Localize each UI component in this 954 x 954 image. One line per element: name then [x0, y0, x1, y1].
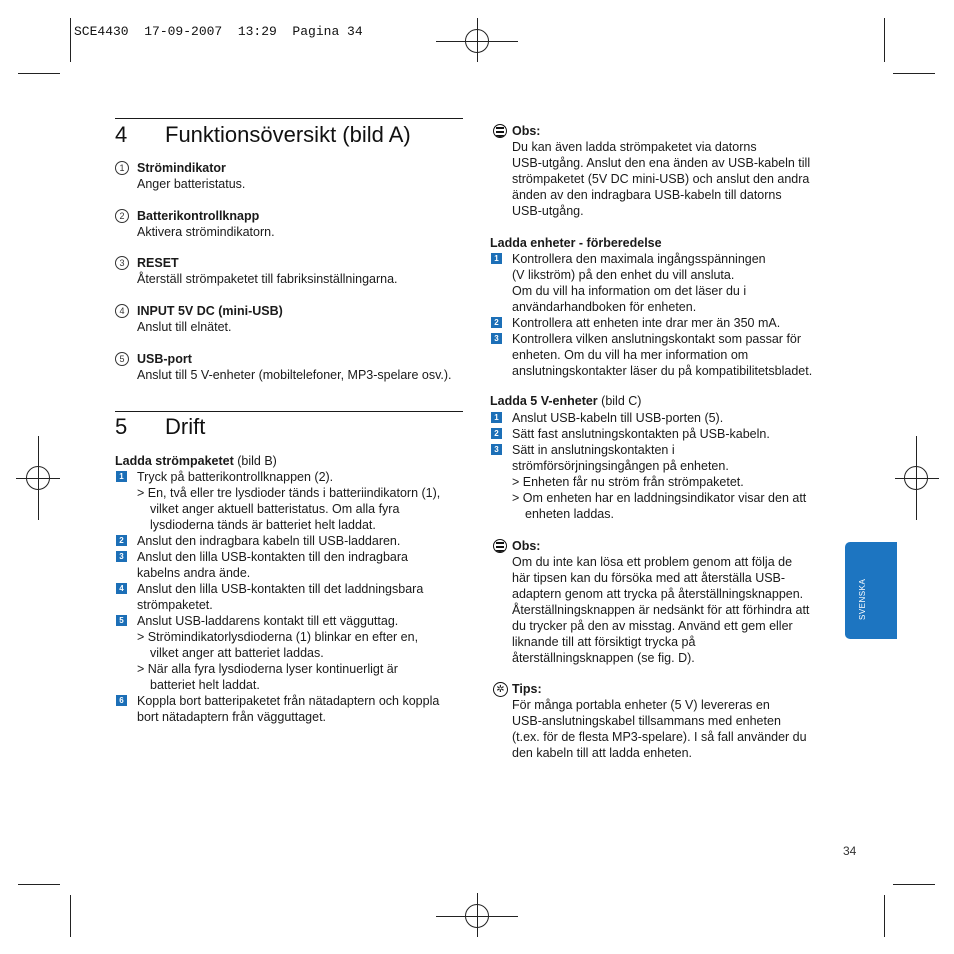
step-result: > En, två eller tre lysdioder tänds i batteriindikatorn (1),: [137, 486, 441, 500]
feature-desc: Anslut till 5 V-enheter (mobiltelefoner, MP3-spelare osv.).: [137, 368, 452, 382]
language-tab-label: SVENSKA: [858, 578, 867, 620]
section-heading: [115, 414, 205, 440]
step-number: 1: [116, 471, 127, 482]
step-result: vilket anger att batteriet laddas.: [150, 646, 324, 660]
note-text: du trycker på den av misstag. Använd ett gem eller: [512, 619, 793, 633]
subsection-heading: [490, 393, 641, 409]
feature-label: Batterikontrollknapp: [137, 209, 260, 223]
step-text: strömförsörjningsingången på enheten.: [512, 459, 729, 473]
step-result: batteriet helt laddat.: [150, 678, 260, 692]
step-number: 2: [491, 428, 502, 439]
step-text: Anslut den lilla USB-kontakten till den indragbara: [137, 550, 408, 564]
step-result: > Enheten får nu ström från strömpaketet.: [512, 475, 744, 489]
feature-desc: Återställ strömpaketet till fabriksinställningarna.: [137, 272, 398, 286]
step-text: Anslut den indragbara kabeln till USB-laddaren.: [137, 534, 401, 548]
section-title: Drift: [165, 414, 206, 439]
subsection-heading-rest: (bild C): [597, 394, 642, 408]
step-result: vilket anger aktuell batteristatus. Om alla fyra: [150, 502, 400, 516]
callout-number: 5: [115, 352, 129, 366]
feature-label: INPUT 5V DC (mini-USB): [137, 304, 283, 318]
step-text: Sätt in anslutningskontakten i: [512, 443, 675, 457]
step-text: bort nätadaptern från vägguttaget.: [137, 710, 327, 724]
step-number: 1: [491, 253, 502, 264]
note-text: änden av den indragbara USB-kabeln till datorns: [512, 188, 782, 202]
step-number: 1: [491, 412, 502, 423]
step-result: > Om enheten har en laddningsindikator visar den att: [512, 491, 807, 505]
step-text: Anslut den lilla USB-kontakten till det laddningsbara: [137, 582, 424, 596]
feature-label: RESET: [137, 256, 179, 270]
tips-text: den kabeln till att ladda enheten.: [512, 746, 692, 760]
feature-desc: Anslut till elnätet.: [137, 320, 232, 334]
crop-mark: [70, 18, 71, 62]
step-text: Kontrollera den maximala ingångsspänningen: [512, 252, 766, 266]
crop-mark: [70, 895, 71, 937]
step-text: Tryck på batterikontrollknappen (2).: [137, 470, 334, 484]
crop-mark: [884, 18, 885, 62]
note-text: adaptern genom att trycka på återställningsknappen.: [512, 587, 804, 601]
crop-mark: [893, 73, 935, 74]
step-number: 4: [116, 583, 127, 594]
step-result: > Strömindikatorlysdioderna (1) blinkar en efter en,: [137, 630, 419, 644]
registration-mark: [477, 18, 478, 62]
feature-desc: Anger batteristatus.: [137, 177, 246, 191]
crop-mark: [18, 884, 60, 885]
feature-label: Strömindikator: [137, 161, 226, 175]
step-text: Kontrollera att enheten inte drar mer än 350 mA.: [512, 316, 781, 330]
note-text: Återställningsknappen är nedsänkt för att förhindra att: [512, 603, 810, 617]
language-tab: [845, 542, 897, 639]
section-number: 5: [115, 414, 128, 439]
step-number: 6: [116, 695, 127, 706]
callout-number: 4: [115, 304, 129, 318]
tip-icon: ✲: [493, 682, 508, 697]
step-text: Koppla bort batteripaketet från nätadaptern och koppla: [137, 694, 440, 708]
callout-number: 3: [115, 256, 129, 270]
step-text: användarhandboken för enheten.: [512, 300, 697, 314]
step-number: 3: [491, 444, 502, 455]
tips-text: (t.ex. för de flesta MP3-spelare). I så fall använder du: [512, 730, 807, 744]
section-rule: [115, 118, 463, 119]
crop-mark: [893, 884, 935, 885]
note-icon: [493, 539, 507, 553]
note-text: USB-utgång.: [512, 204, 584, 218]
step-text: kabelns andra ände.: [137, 566, 251, 580]
tips-text: USB-anslutningskabel tillsammans med enheten: [512, 714, 781, 728]
step-number: 2: [116, 535, 127, 546]
step-text: Anslut USB-laddarens kontakt till ett vägguttag.: [137, 614, 399, 628]
subsection-heading-rest: (bild B): [233, 454, 277, 468]
section-heading: [115, 122, 411, 148]
step-text: Sätt fast anslutningskontakten på USB-kabeln.: [512, 427, 770, 441]
subsection-heading: [115, 453, 277, 469]
registration-mark: [916, 436, 917, 520]
note-text: USB-utgång. Anslut den ena änden av USB-kabeln till: [512, 156, 811, 170]
step-number: 3: [491, 333, 502, 344]
step-result: enheten laddas.: [525, 507, 614, 521]
step-number: 2: [491, 317, 502, 328]
note-text: Du kan även ladda strömpaketet via datorns: [512, 140, 757, 154]
note-icon: [493, 124, 507, 138]
step-text: Anslut USB-kabeln till USB-porten (5).: [512, 411, 724, 425]
section-number: 4: [115, 122, 128, 147]
feature-desc: Aktivera strömindikatorn.: [137, 225, 275, 239]
print-slug: SCE4430 17-09-2007 13:29 Pagina 34: [74, 24, 363, 39]
subsection-heading-bold: Ladda 5 V-enheter: [490, 394, 598, 408]
section-title: Funktionsöversikt (bild A): [165, 122, 411, 147]
note-text: strömpaketet (5V DC mini-USB) och anslut den andra: [512, 172, 810, 186]
note-text: liknande till att försiktigt trycka på: [512, 635, 696, 649]
section-rule: [115, 411, 463, 412]
feature-label: USB-port: [137, 352, 192, 366]
step-number: 3: [116, 551, 127, 562]
step-result: > När alla fyra lysdioderna lyser kontinuerligt är: [137, 662, 398, 676]
callout-number: 2: [115, 209, 129, 223]
note-label: Obs:: [512, 124, 541, 138]
note-text: här tipsen kan du försöka med att återställa USB-: [512, 571, 786, 585]
tips-label: Tips:: [512, 682, 542, 696]
step-result: lysdioderna tänds är batteriet helt laddat.: [150, 518, 376, 532]
callout-number: 1: [115, 161, 129, 175]
note-label: Obs:: [512, 539, 541, 553]
step-text: strömpaketet.: [137, 598, 213, 612]
step-text: anslutningskontakter läser du på kompatibilitetsbladet.: [512, 364, 813, 378]
step-text: enheten. Om du vill ha mer information om: [512, 348, 749, 362]
step-text: Kontrollera vilken anslutningskontakt som passar för: [512, 332, 802, 346]
note-text: Om du inte kan lösa ett problem genom att följa de: [512, 555, 793, 569]
step-text: (V likström) på den enhet du vill ansluta.: [512, 268, 735, 282]
tips-text: För många portabla enheter (5 V) levereras en: [512, 698, 770, 712]
page-number: 34: [843, 844, 857, 858]
crop-mark: [18, 73, 60, 74]
step-number: 5: [116, 615, 127, 626]
registration-mark: [38, 436, 39, 520]
step-text: Om du vill ha information om det läser du i: [512, 284, 747, 298]
crop-mark: [884, 895, 885, 937]
note-text: återställningsknappen (se fig. D).: [512, 651, 695, 665]
subsection-heading-bold: Ladda strömpaketet: [115, 454, 234, 468]
subsection-heading: Ladda enheter - förberedelse: [490, 236, 662, 250]
registration-mark: [477, 893, 478, 937]
registration-mark: [895, 478, 939, 479]
